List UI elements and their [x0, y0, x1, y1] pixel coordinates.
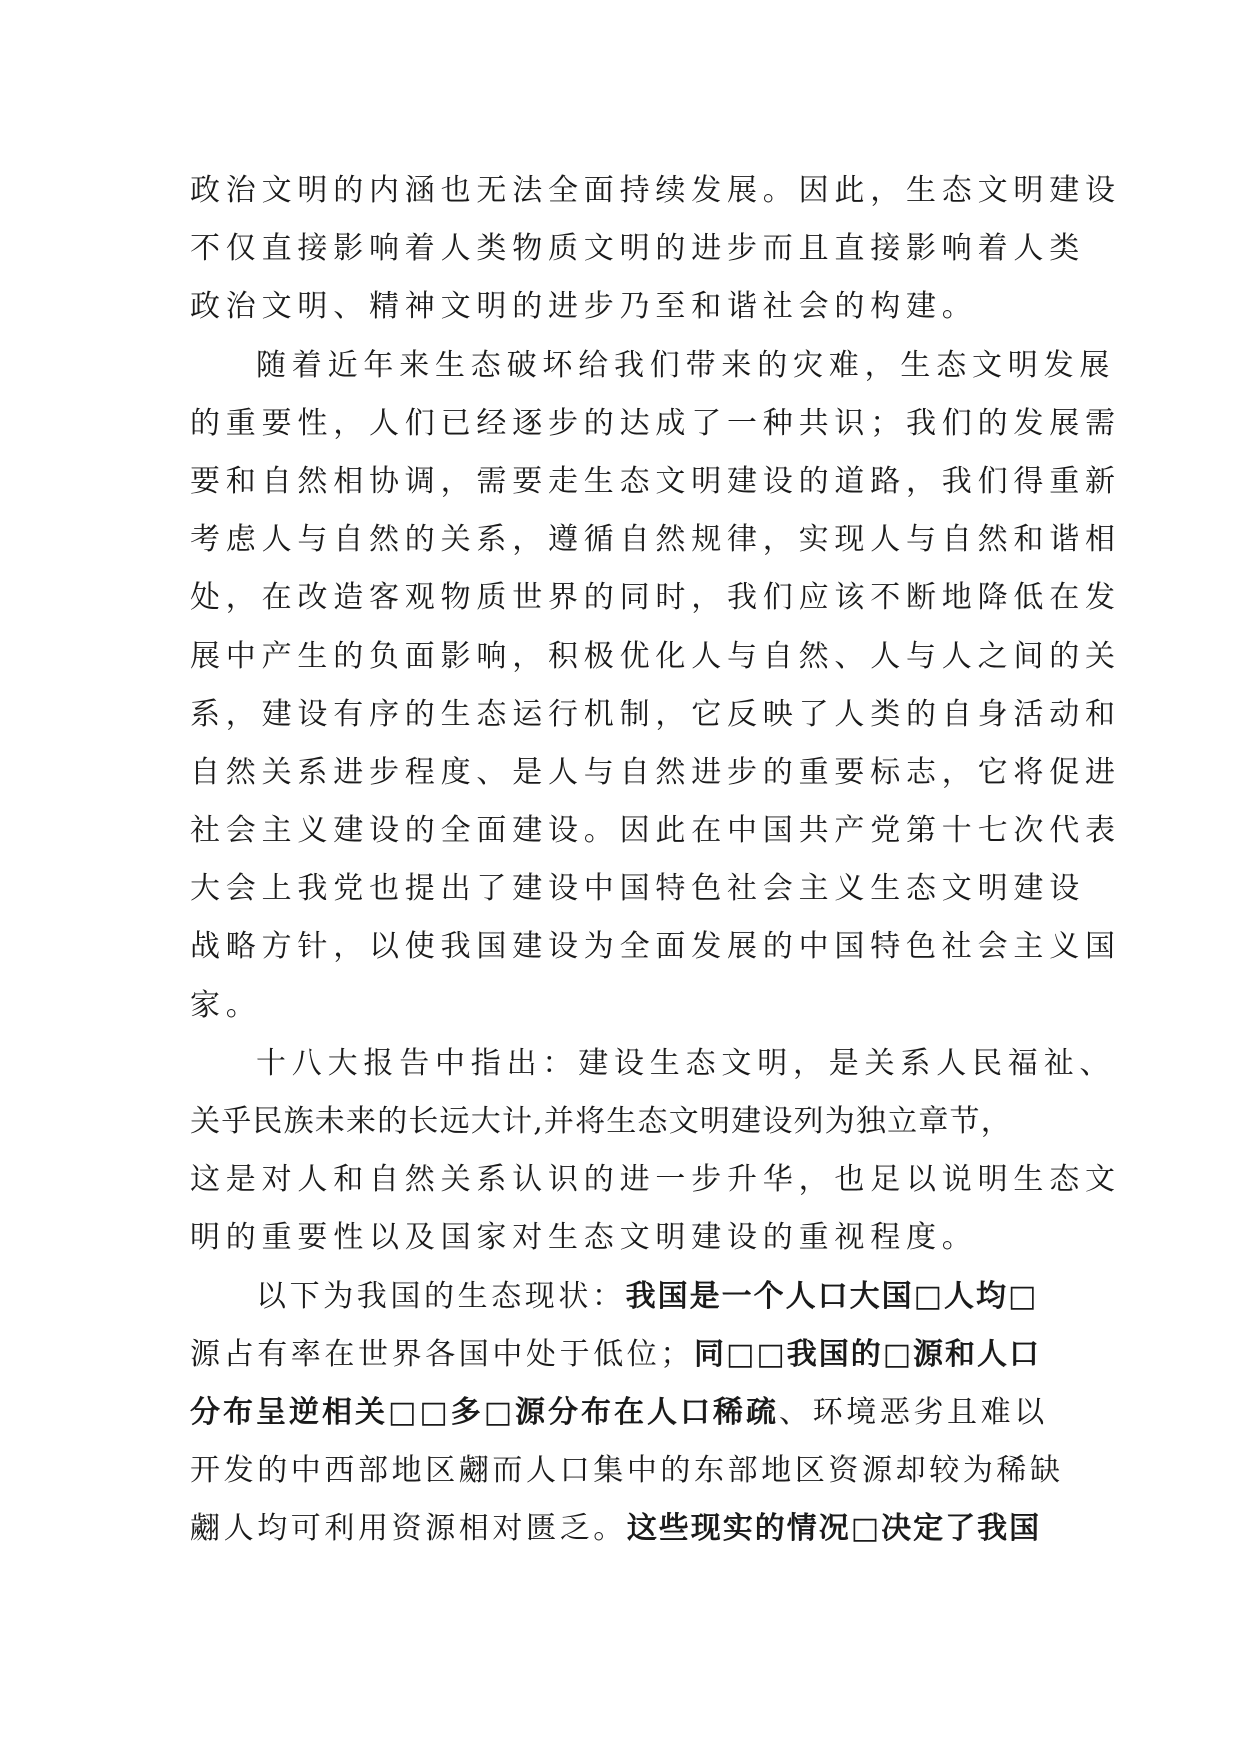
- text-line: 处，在改造客观物质世界的同时，我们应该不断地降低在发: [190, 580, 1121, 616]
- text-line: [190, 1442, 1064, 1500]
- paragraph-first-line: 随着近年来生态破坏给我们带来的灾难，生态文明发展: [256, 347, 1116, 383]
- text-segment: 源占有率在世界各国中处于低位；: [190, 1336, 694, 1372]
- text-line: 明的重要性以及国家对生态文明建设的重视程度。: [190, 1220, 978, 1256]
- text-line: 不仅直接影响着人类物质文明的进步而且直接影响着人类: [190, 231, 1085, 267]
- text-segment: 、环境恶劣且难以: [779, 1394, 1048, 1430]
- text-line: 政治文明的内涵也无法全面持续发展。因此，生态文明建设: [190, 173, 1121, 208]
- bold-text-segment: 这些现实的情况□决定了我国: [626, 1511, 1042, 1547]
- text-segment: 而人口集中的东部地区资源却较为稀缺: [492, 1453, 1064, 1489]
- text-segment: 人均可利用资源相对匮乏。: [223, 1511, 627, 1547]
- missing-glyph-placeholder: 翽: [190, 1511, 224, 1547]
- text-line: [190, 1500, 1050, 1558]
- text-line: 战略方针，以使我国建设为全面发展的中国特色社会主义国: [190, 929, 1121, 965]
- paragraph-first-line: [190, 1268, 1050, 1326]
- text-line: 家。: [190, 987, 262, 1023]
- text-line: 展中产生的负面影响，积极优化人与自然、人与人之间的关: [190, 638, 1121, 674]
- bold-text-segment: 分布呈逆相关□□多□源分布在人口稀疏: [190, 1394, 780, 1430]
- text-segment: 开发的中西部地区: [190, 1453, 459, 1489]
- text-line: 的重要性，人们已经逐步的达成了一种共识；我们的发展需: [190, 405, 1121, 441]
- text-line: [190, 1384, 1050, 1442]
- missing-glyph-placeholder: 翽: [458, 1453, 493, 1489]
- text-line: 大会上我党也提出了建设中国特色社会主义生态文明建设: [190, 871, 1085, 907]
- text-line: 这是对人和自然关系认识的进一步升华，也足以说明生态文: [190, 1162, 1121, 1198]
- text-line: [190, 1326, 1050, 1384]
- text-line: 关乎民族未来的长远大计,并将生态文明建设列为独立章节，: [190, 1104, 1012, 1139]
- text-line: 政治文明、精神文明的进步乃至和谐社会的构建。: [190, 289, 978, 325]
- text-segment: 以下为我国的生态现状：: [256, 1278, 626, 1314]
- bold-text-segment: 我国是一个人口大国□人均□: [625, 1278, 1039, 1314]
- bold-text-segment: 同□□我国的□源和人口: [694, 1336, 1042, 1372]
- text-line: 社会主义建设的全面建设。因此在中国共产党第十七次代表: [190, 813, 1121, 849]
- text-line: 系，建设有序的生态运行机制，它反映了人类的自身活动和: [190, 696, 1121, 732]
- text-line: 考虑人与自然的关系，遵循自然规律，实现人与自然和谐相: [190, 522, 1121, 558]
- text-line: 要和自然相协调，需要走生态文明建设的道路，我们得重新: [190, 463, 1121, 499]
- paragraph-first-line: 十八大报告中指出：建设生态文明，是关系人民福祉、: [256, 1045, 1116, 1081]
- document-body: [190, 162, 1121, 1559]
- text-line: 自然关系进步程度、是人与自然进步的重要标志，它将促进: [190, 754, 1121, 790]
